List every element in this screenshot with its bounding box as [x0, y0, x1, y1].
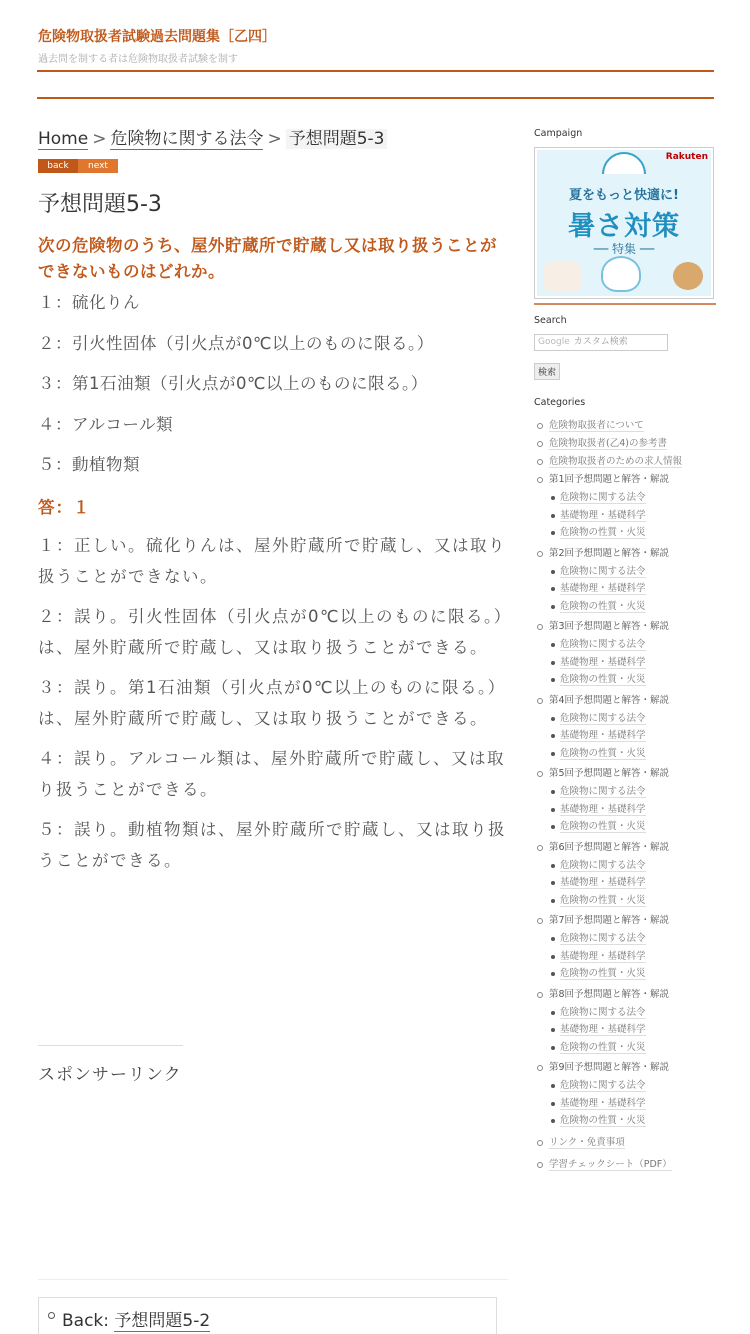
subcategory-link[interactable]: 危険物に関する法令 [560, 1080, 646, 1091]
category-round-label: 第4回予想問題と解答・解説 [549, 694, 670, 706]
subcategory-link[interactable]: 危険物に関する法令 [560, 786, 646, 797]
main-content [38, 120, 508, 885]
sidebar-divider [534, 303, 716, 305]
category-round [534, 839, 716, 910]
sun-icon [602, 152, 646, 174]
subcategory-link[interactable]: 危険物の性質・火災 [560, 527, 646, 538]
previous-post-link[interactable]: 予想問題5-2 [114, 1311, 211, 1331]
question-text: 次の危険物のうち、屋外貯蔵所で貯蔵し又は取り扱うことができないものはどれか。 [38, 236, 497, 281]
subcategory-link[interactable]: 危険物の性質・火災 [560, 1041, 646, 1053]
breadcrumb-separator: > [92, 129, 107, 149]
site-description: 過去問を制する者は危険物取扱者試験を制す [38, 54, 238, 65]
subcategory-link[interactable]: 危険物に関する法令 [560, 565, 646, 577]
category-link[interactable]: リンク・免責事項 [549, 1136, 625, 1148]
search-input[interactable] [534, 334, 668, 351]
subcategory-link[interactable]: 危険物の性質・火災 [560, 1115, 646, 1126]
subcategory-link[interactable]: 危険物に関する法令 [560, 859, 646, 871]
explanation-item: ５：誤り。動植物類は、屋外貯蔵所で貯蔵し、又は取り扱うことができる。 [38, 819, 506, 870]
choice-item: ５：動植物類 [38, 455, 140, 474]
site-title[interactable]: 危険物取扱者試験過去問題集［乙四］ [38, 29, 276, 45]
category-link[interactable]: 学習チェックシート（PDF） [549, 1158, 672, 1170]
explanation-item: ２：誤り。引火性固体（引火点が0℃以上のものに限る。）は、屋外貯蔵所で貯蔵し、又は取り扱うことができる。 [38, 606, 504, 657]
sponsor-divider [38, 1045, 183, 1046]
choice-item: ３：第1石油類（引火点が0℃以上のものに限る。） [38, 374, 428, 393]
category-round [534, 765, 716, 836]
explanation-item: ４：誤り。アルコール類は、屋外貯蔵所で貯蔵し、又は取り扱うことができる。 [38, 748, 506, 799]
search-button[interactable]: 検索 [534, 363, 560, 380]
subcategory-link[interactable]: 危険物の性質・火災 [560, 968, 646, 979]
post-title: 予想問題5-3 [38, 192, 162, 217]
explanation-item: １：正しい。硫化りんは、屋外貯蔵所で貯蔵し、又は取り扱うことができない。 [38, 535, 506, 586]
rakuten-logo: Rakuten [665, 152, 708, 162]
breadcrumb-category-link[interactable]: 危険物に関する法令 [110, 129, 264, 149]
subcategory-link[interactable]: 基礎物理・基礎科学 [560, 1024, 646, 1035]
subcategory-link[interactable]: 危険物の性質・火災 [560, 894, 646, 906]
breadcrumb [38, 120, 508, 158]
category-round [534, 618, 716, 689]
category-round-label: 第8回予想問題と解答・解説 [549, 988, 670, 1000]
banner-subline: ── 特集 ── [593, 242, 655, 256]
explanation-list [38, 530, 508, 876]
choice-item: ４：アルコール類 [38, 414, 174, 434]
subcategory-link[interactable]: 危険物の性質・火災 [560, 600, 646, 612]
category-item [534, 435, 716, 453]
category-round [534, 692, 716, 763]
subcategory-link[interactable]: 基礎物理・基礎科学 [560, 656, 646, 668]
category-round [534, 1059, 716, 1130]
category-item [534, 1134, 716, 1152]
campaign-title: Campaign [534, 128, 583, 139]
post-pager [38, 159, 508, 173]
content-divider [38, 1279, 508, 1280]
category-item [534, 1156, 716, 1174]
subcategory-link[interactable]: 危険物に関する法令 [560, 1006, 646, 1018]
choice-list [38, 291, 508, 477]
answer-label: 答：１ [38, 497, 91, 517]
search-placeholder: カスタム検索 [573, 337, 628, 347]
category-link[interactable]: 危険物取扱者のための求人情報 [549, 456, 683, 467]
header-rule-bottom [37, 97, 714, 99]
breadcrumb-separator: > [267, 129, 282, 149]
dog-illustration [673, 262, 703, 290]
categories-title: Categories [534, 397, 586, 408]
category-round [534, 471, 716, 542]
subcategory-link[interactable]: 危険物の性質・火災 [560, 674, 646, 685]
subcategory-link[interactable]: 危険物に関する法令 [560, 712, 646, 724]
google-logo: Google [538, 337, 570, 347]
back-prefix: Back: [62, 1311, 109, 1331]
subcategory-link[interactable]: 基礎物理・基礎科学 [560, 803, 646, 815]
category-round-label: 第9回予想問題と解答・解説 [549, 1062, 670, 1073]
back-navigation [38, 1297, 497, 1334]
header-rule-top [37, 70, 714, 72]
subcategory-link[interactable]: 基礎物理・基礎科学 [560, 950, 646, 962]
subcategory-link[interactable]: 危険物に関する法令 [560, 639, 646, 650]
subcategory-link[interactable]: 危険物の性質・火災 [560, 747, 646, 759]
subcategory-link[interactable]: 基礎物理・基礎科学 [560, 877, 646, 888]
next-button[interactable]: next [78, 159, 118, 173]
banner-tagline: 夏をもっと快適に! [569, 188, 679, 203]
category-round-label: 第3回予想問題と解答・解説 [549, 621, 670, 632]
category-round [534, 912, 716, 983]
bear-illustration [601, 256, 641, 292]
category-link[interactable]: 危険物取扱者(乙4)の参考書 [549, 438, 667, 449]
category-item [534, 453, 716, 471]
subcategory-link[interactable]: 危険物に関する法令 [560, 492, 646, 503]
pillow-illustration [543, 262, 581, 292]
category-round-label: 第1回予想問題と解答・解説 [549, 474, 670, 485]
banner-headline: 暑さ対策 [568, 211, 680, 242]
breadcrumb-home-link[interactable]: Home [38, 129, 89, 149]
subcategory-link[interactable]: 基礎物理・基礎科学 [560, 583, 646, 594]
bullet-icon [48, 1312, 55, 1319]
subcategory-link[interactable]: 基礎物理・基礎科学 [560, 1097, 646, 1109]
choice-item: １：硫化りん [38, 293, 140, 312]
explanation-item: ３：誤り。第1石油類（引火点が0℃以上のものに限る。）は、屋外貯蔵所で貯蔵し、又は取り扱うことができる。 [38, 677, 506, 728]
category-round [534, 986, 716, 1057]
category-round-label: 第6回予想問題と解答・解説 [549, 841, 670, 853]
sidebar [534, 128, 716, 1174]
category-list [534, 417, 716, 1174]
search-title: Search [534, 315, 567, 326]
subcategory-link[interactable]: 基礎物理・基礎科学 [560, 509, 646, 521]
breadcrumb-current: 予想問題5-3 [286, 129, 388, 149]
choice-item: ２：引火性固体（引火点が0℃以上のものに限る。） [38, 333, 434, 353]
campaign-banner[interactable] [534, 147, 714, 299]
category-round-label: 第5回予想問題と解答・解説 [549, 768, 670, 779]
category-round-label: 第7回予想問題と解答・解説 [549, 915, 670, 926]
subcategory-link[interactable]: 危険物の性質・火災 [560, 821, 646, 832]
category-round-label: 第2回予想問題と解答・解説 [549, 547, 670, 559]
subcategory-link[interactable]: 基礎物理・基礎科学 [560, 730, 646, 741]
category-round [534, 545, 716, 616]
subcategory-link[interactable]: 危険物に関する法令 [560, 933, 646, 944]
category-link[interactable]: 危険物取扱者について [549, 420, 644, 431]
category-item [534, 417, 716, 435]
back-button[interactable]: back [38, 159, 78, 173]
sponsor-label: スポンサーリンク [38, 1065, 182, 1085]
